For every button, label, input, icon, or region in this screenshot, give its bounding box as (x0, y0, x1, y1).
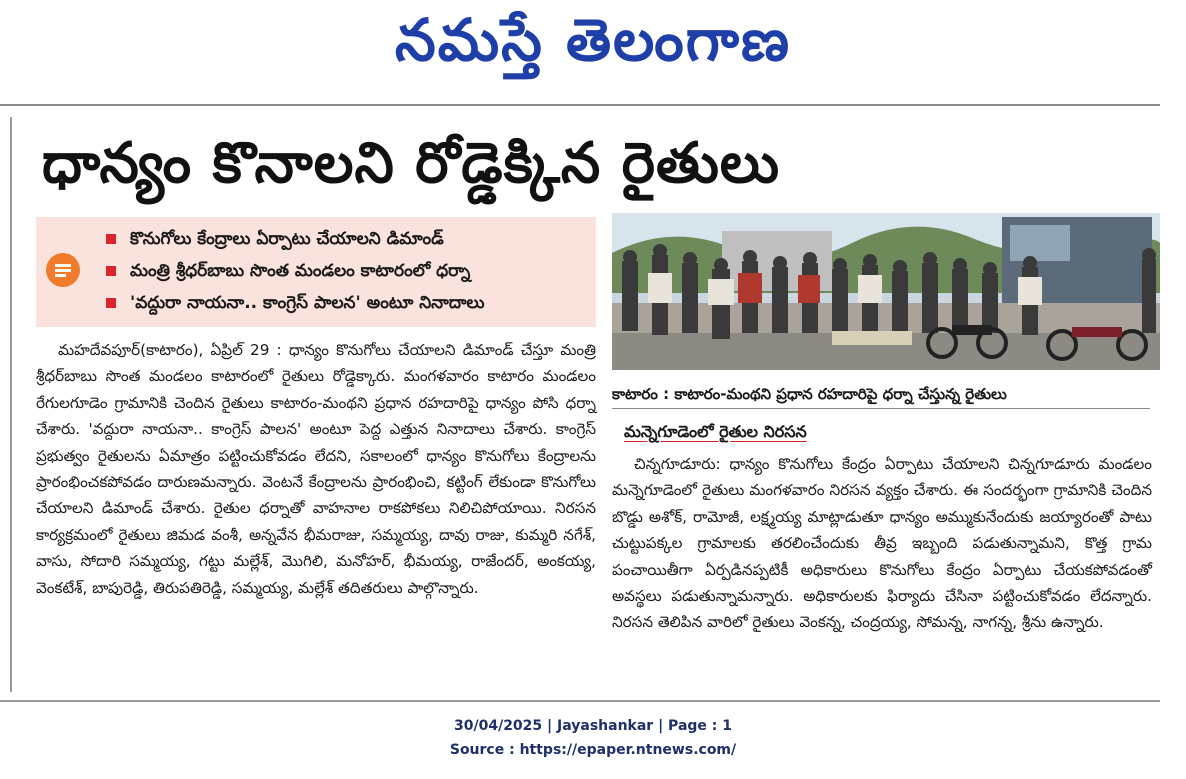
bullet-icon (106, 266, 116, 276)
right-column (612, 451, 1152, 636)
source-link[interactable]: Source : https://epaper.ntnews.com/ (449, 742, 737, 758)
masthead-divider (0, 104, 1160, 106)
sub-heading: మన్నెగూడెంలో రైతుల నిరసన (624, 422, 807, 441)
article-headline: ధాన్యం కొనాలని రోడ్డెక్కిన రైతులు (42, 131, 780, 196)
highlights-box (36, 217, 596, 327)
newspaper-logo: నమస్తే తెలంగాణ (395, 6, 791, 74)
news-article (10, 117, 1160, 692)
photo-caption: కాటారం : కాటారం-మంథని ప్రధాన రహదారిపై ధర్నా చేస్తున్న రైతులు (612, 379, 1150, 409)
protest-photo (612, 213, 1160, 370)
highlight-text: 'వద్దురా నాయనా.. కాంగ్రెస్ పాలన' అంటూ నినాదాలు (130, 293, 485, 313)
masthead (0, 0, 1186, 106)
highlight-item (106, 287, 586, 319)
highlight-item (106, 223, 586, 255)
footer-divider (0, 700, 1160, 702)
article-body-paragraph: చిన్నగూడూరు: ధాన్యం కొనుగోలు కేంద్రం ఏర్పాటు చేయాలని చిన్నగూడూరు మండలం మన్నెగూడెంలో రైతులు మంగళవారం నిరసన వ్యక్తం చేశారు. ఈ సందర్భంగా గ్రామానికి చెందిన బొడ్డు అశోక్, రామోజీ, లక్ష్మయ్య మాట్లాడుతూ ధాన్యం అమ్ముకునేందుకు జయ్యారంతో పాటు చుట్టుపక్కల గ్రామాలకు తరలించేందుకు తీవ్ర ఇబ్బంది పడుతున్నామని, కొత్త గ్రామ పంచాయితీగా ఏర్పడినప్పటికీ అధికారులు కొనుగోలు కేంద్రం ఏర్పాటు చేయకపోవడంతో అవస్థలు పడుతున్నామన్నారు. అధికారులకు ఫిర్యాదు చేసినా పట్టించుకోవడం లేదన్నారు. నిరసన తెలిపిన వారిలో రైతులు వెంకన్న, చంద్రయ్య, సోమన్న, నాగన్న, శ్రీను ఉన్నారు. (612, 455, 1152, 632)
protest-photo-illustration (612, 213, 1160, 370)
note-icon (46, 253, 80, 287)
article-body-paragraph: మహదేవపూర్(కాటారం), ఏప్రిల్ 29 : ధాన్యం కొనుగోలు చేయాలని డిమాండ్ చేస్తూ మంత్రి శ్రీధర్‌బాబు సొంత మండలం కాటారంలో రైతులు రోడ్డెక్కారు. మంగళవారం కాటారం మండలం రేగులగూడెం గ్రామానికి చెందిన రైతులు కాటారం-మంథని ప్రధాన రహదారిపై ధాన్యం పోసి ధర్నా చేశారు. 'వద్దురా నాయనా.. కాంగ్రెస్ పాలన' అంటూ పెద్ద ఎత్తున నినాదాలు చేశారు. కాంగ్రెస్ ప్రభుత్వం రైతులను ఏమాత్రం పట్టించుకోవడం లేదని, సకాలంలో ధాన్యం కొనుగోలు కేంద్రాలను ప్రారంభించకపోవడం దారుణమన్నారు. వెంటనే కేంద్రాలను ప్రారంభించి, కట్టింగ్ లేకుండా కొనుగోలు చేయాలని డిమాండ్ చేశారు. రైతుల ధర్నాతో వాహనాల రాకపోకలు నిలిచిపోయాయి. నిరసన కార్యక్రమంలో రైతులు జిమడ వంశీ, అన్నవేన భీమరాజు, సమ్మయ్య, దావు రాజు, కుమ్మరి నగేశ్, వాసు, సోదారి సమ్మయ్య, గట్టు మల్లేశ్, మొగిలి, మనోహర్, భీమయ్య, రాజేందర్, అంకయ్య, వెంకటేశ్, బాపురెడ్డి, తిరుపతిరెడ్డి, సమ్మయ్య, మల్లేశ్ తదితరులు పాల్గొన్నారు. (36, 341, 596, 597)
highlights-list (106, 223, 586, 319)
bullet-icon (106, 234, 116, 244)
page-footer (0, 714, 1186, 762)
left-column (36, 337, 596, 601)
edition-info: 30/04/2025 | Jayashankar | Page : 1 (454, 718, 732, 734)
bullet-icon (106, 298, 116, 308)
highlight-text: మంత్రి శ్రీధర్‌బాబు సొంత మండలం కాటారంలో ధర్నా (130, 261, 471, 281)
highlight-item (106, 255, 586, 287)
highlight-text: కొనుగోలు కేంద్రాలు ఏర్పాటు చేయాలని డిమాండ్ (130, 229, 444, 249)
